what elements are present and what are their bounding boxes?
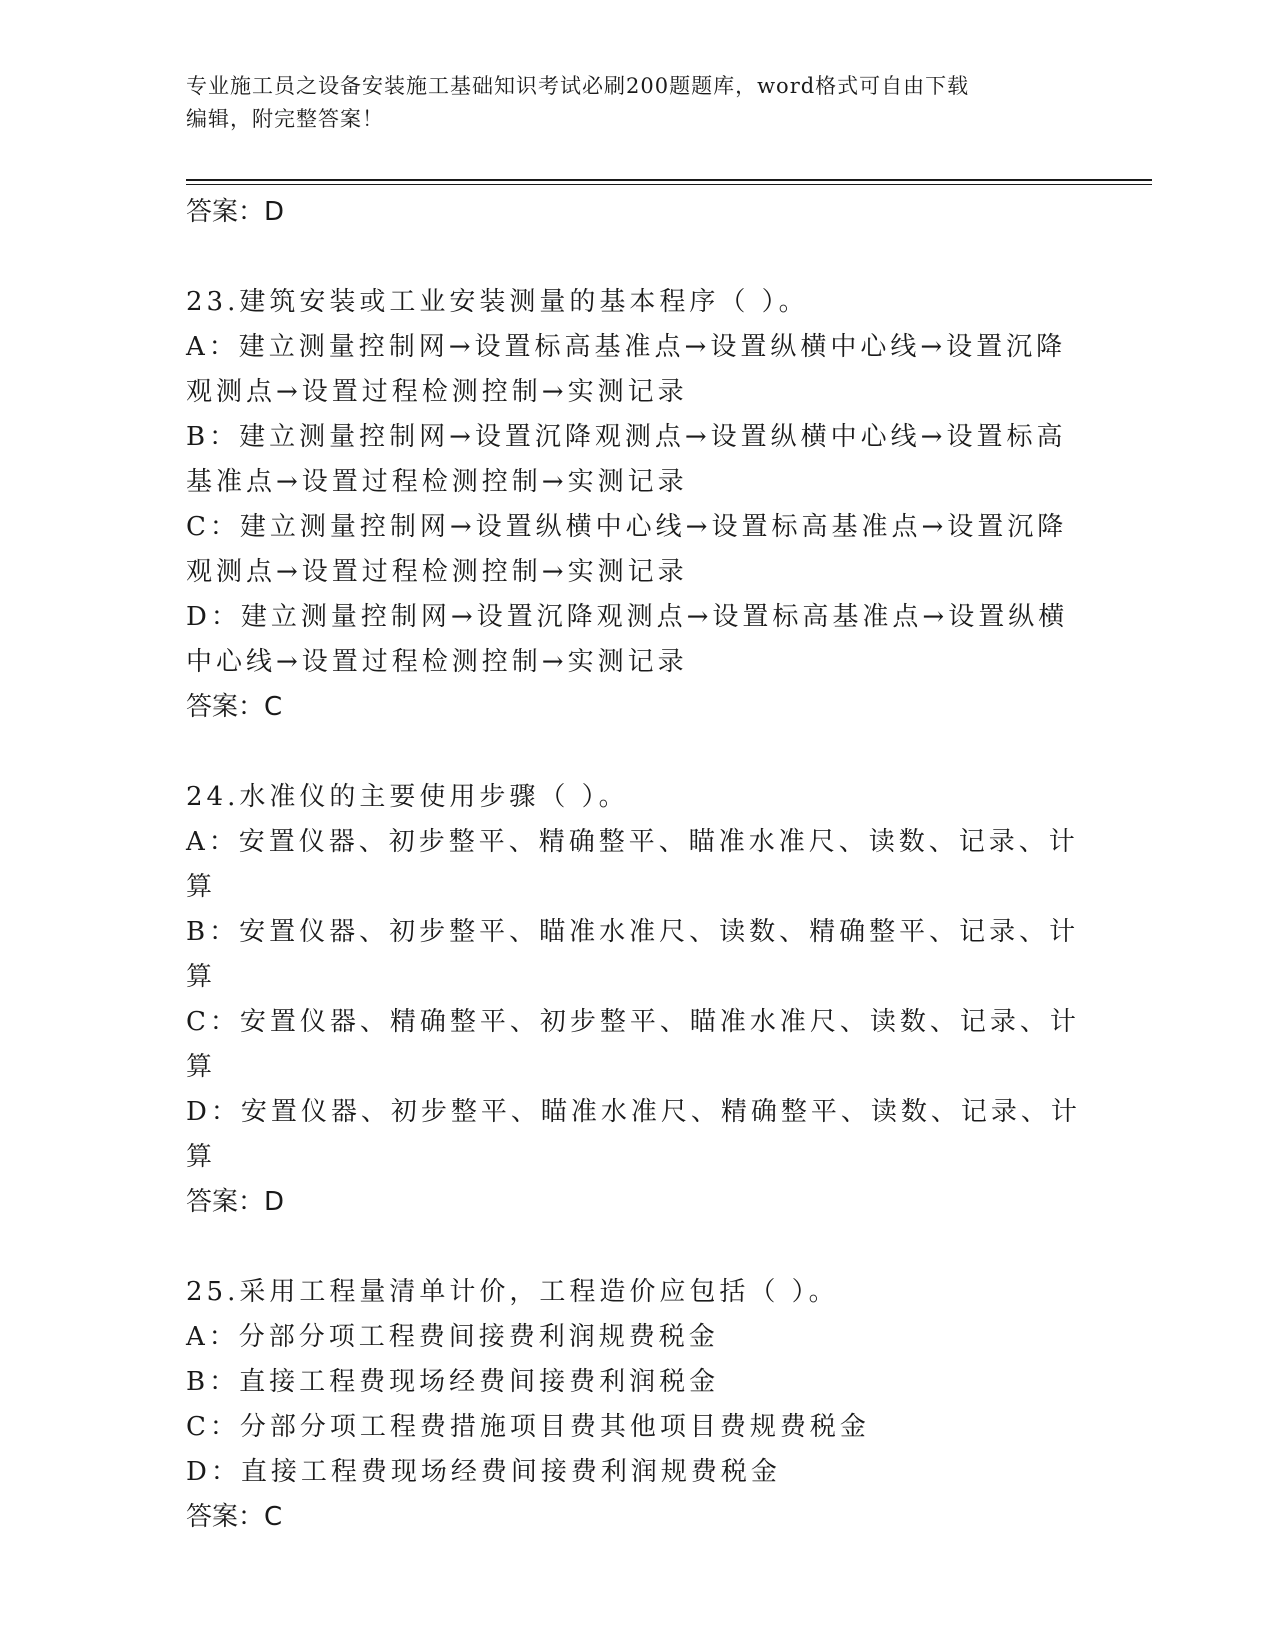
option-b: B：建立测量控制网→设置沉降观测点→设置纵横中心线→设置标高基准点→设置过程检测控制→实测记录 (186, 422, 1067, 497)
document-header (186, 70, 1076, 136)
question-stem: 23.建筑安装或工业安装测量的基本程序（ ）。 (186, 287, 809, 317)
header-divider-thick (186, 179, 1152, 181)
option-b: B：直接工程费现场经费间接费利润税金 (186, 1367, 720, 1397)
option-c: C：安置仪器、精确整平、初步整平、瞄准水准尺、读数、记录、计算 (186, 1007, 1080, 1082)
option-d: D：安置仪器、初步整平、瞄准水准尺、精确整平、读数、记录、计算 (186, 1097, 1081, 1172)
option-c: C：分部分项工程费措施项目费其他项目费规费税金 (186, 1412, 870, 1442)
question-24 (186, 775, 1086, 1224)
option-d: D：建立测量控制网→设置沉降观测点→设置标高基准点→设置纵横中心线→设置过程检测控制→实测记录 (186, 602, 1069, 677)
answer-line: 答案：D (186, 1187, 285, 1217)
option-d: D：直接工程费现场经费间接费利润规费税金 (186, 1457, 781, 1487)
question-25 (186, 1270, 1086, 1539)
header-line-2: 编辑，附完整答案！ (186, 107, 384, 131)
option-a: A：建立测量控制网→设置标高基准点→设置纵横中心线→设置沉降观测点→设置过程检测控制→实测记录 (186, 332, 1067, 407)
question-list (186, 190, 1086, 1539)
answer-line: 答案：C (186, 1502, 283, 1532)
previous-answer: 答案：D (186, 197, 285, 227)
header-line-1: 专业施工员之设备安装施工基础知识考试必刷200题题库，word格式可自由下载 (186, 74, 970, 98)
option-c: C：建立测量控制网→设置纵横中心线→设置标高基准点→设置沉降观测点→设置过程检测控制→实测记录 (186, 512, 1068, 587)
question-stem: 24.水准仪的主要使用步骤（ ）。 (186, 782, 629, 812)
option-b: B：安置仪器、初步整平、瞄准水准尺、读数、精确整平、记录、计算 (186, 917, 1080, 992)
question-stem: 25.采用工程量清单计价，工程造价应包括（ ）。 (186, 1277, 839, 1307)
option-a: A：安置仪器、初步整平、精确整平、瞄准水准尺、读数、记录、计算 (186, 827, 1079, 902)
option-a: A：分部分项工程费间接费利润规费税金 (186, 1322, 719, 1352)
answer-line: 答案：C (186, 692, 283, 722)
question-23 (186, 280, 1086, 729)
header-divider-thin (186, 184, 1152, 185)
